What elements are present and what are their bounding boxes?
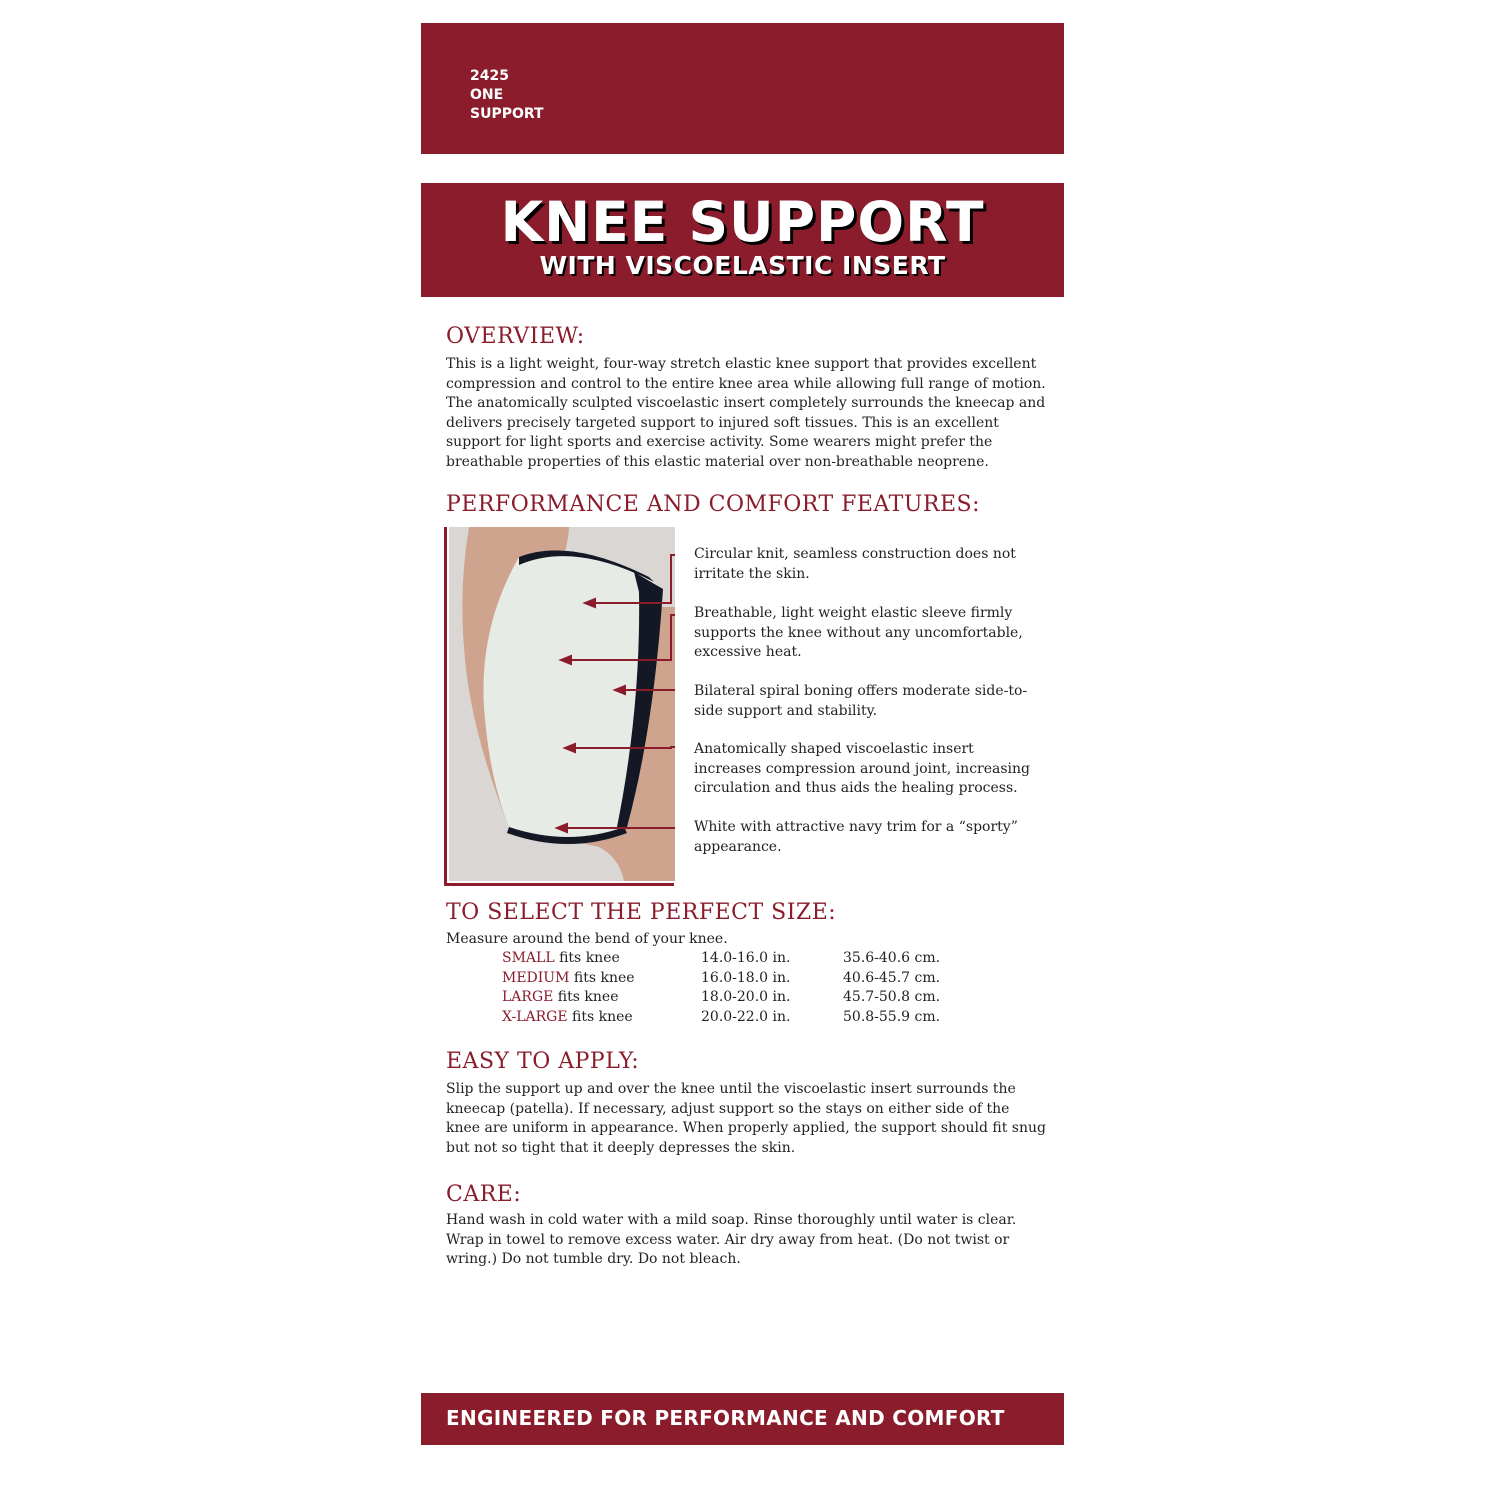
size-cm: 50.8-55.9 cm. [843, 1008, 941, 1025]
size-suffix: fits knee [554, 950, 620, 966]
size-row [502, 1008, 1002, 1028]
size-row [502, 988, 1002, 1008]
size-suffix: fits knee [567, 1008, 633, 1025]
page-title: KNEE SUPPORT [500, 190, 985, 254]
care-text: Hand wash in cold water with a mild soap. Rinse thoroughly until water is clear. Wrap in towel to remove excess water. Air dry away from heat. (Do not twist or wring.) Do not tumble dry. Do not bleach. [446, 1212, 1017, 1267]
page-subtitle: WITH VISCOELASTIC INSERT [539, 251, 946, 280]
feature-item: Breathable, light weight elastic sleeve firmly supports the knee without any uncomfortable, excessive heat. [694, 605, 1023, 660]
size-name: MEDIUM [502, 969, 570, 986]
size-inches: 18.0-20.0 in. [701, 989, 791, 1005]
care-heading: CARE: [446, 1182, 522, 1207]
feature-item: Anatomically shaped viscoelastic insert increases compression around joint, increasing circulation and thus aids the healing process. [694, 741, 1030, 796]
size-table [502, 949, 1002, 1027]
apply-text: Slip the support up and over the knee until the viscoelastic insert surrounds the kneecap (patella). If necessary, adjust support so the stays on either side of the knee are uniform in appearance. When properly applied, the support should fit snug but not so tight that it deeply depresses the skin. [446, 1081, 1046, 1156]
apply-heading: EASY TO APPLY: [446, 1049, 640, 1074]
size-inches: 14.0-16.0 in. [701, 950, 791, 966]
size-cm: 40.6-45.7 cm. [843, 969, 941, 986]
product-code-banner [421, 23, 1064, 154]
size-suffix: fits knee [553, 989, 619, 1005]
features-heading: PERFORMANCE AND COMFORT FEATURES: [446, 492, 980, 517]
product-code-line3: SUPPORT [470, 106, 544, 122]
overview-heading: OVERVIEW: [446, 324, 585, 349]
size-row [502, 949, 1002, 969]
size-name: LARGE [502, 989, 554, 1005]
size-name: SMALL [502, 950, 555, 966]
product-code [470, 67, 544, 124]
footer-banner [421, 1393, 1064, 1445]
overview-text: This is a light weight, four-way stretch elastic knee support that provides excellent compression and control to the entire knee area while allowing full range of motion. The anatomically sculpted viscoelastic insert completely surrounds the kneecap and delivers precisely targeted support to injured soft tissues. This is an excellent support for light sports and exercise activity. Some wearers might prefer the breathable properties of this elastic material over non-breathable neoprene. [446, 356, 1046, 470]
size-name: X-LARGE [502, 1008, 568, 1025]
sizing-heading: TO SELECT THE PERFECT SIZE: [446, 900, 837, 925]
size-inches: 20.0-22.0 in. [701, 1008, 791, 1025]
size-row [502, 969, 1002, 989]
feature-item: White with attractive navy trim for a “sporty” appearance. [694, 819, 1018, 855]
product-code-line2: ONE [470, 87, 504, 103]
size-suffix: fits knee [569, 969, 635, 986]
feature-item: Circular knit, seamless construction does not irritate the skin. [694, 546, 1016, 582]
size-cm: 35.6-40.6 cm. [843, 950, 941, 966]
sizing-intro: Measure around the bend of your knee. [446, 931, 728, 947]
knee-support-photo [449, 527, 675, 881]
title-banner [421, 183, 1064, 297]
size-cm: 45.7-50.8 cm. [843, 989, 941, 1005]
size-inches: 16.0-18.0 in. [701, 969, 791, 986]
feature-item: Bilateral spiral boning offers moderate side-to-side support and stability. [694, 683, 1028, 719]
footer-tagline: ENGINEERED FOR PERFORMANCE AND COMFORT [446, 1406, 1005, 1430]
product-code-number: 2425 [470, 68, 509, 84]
